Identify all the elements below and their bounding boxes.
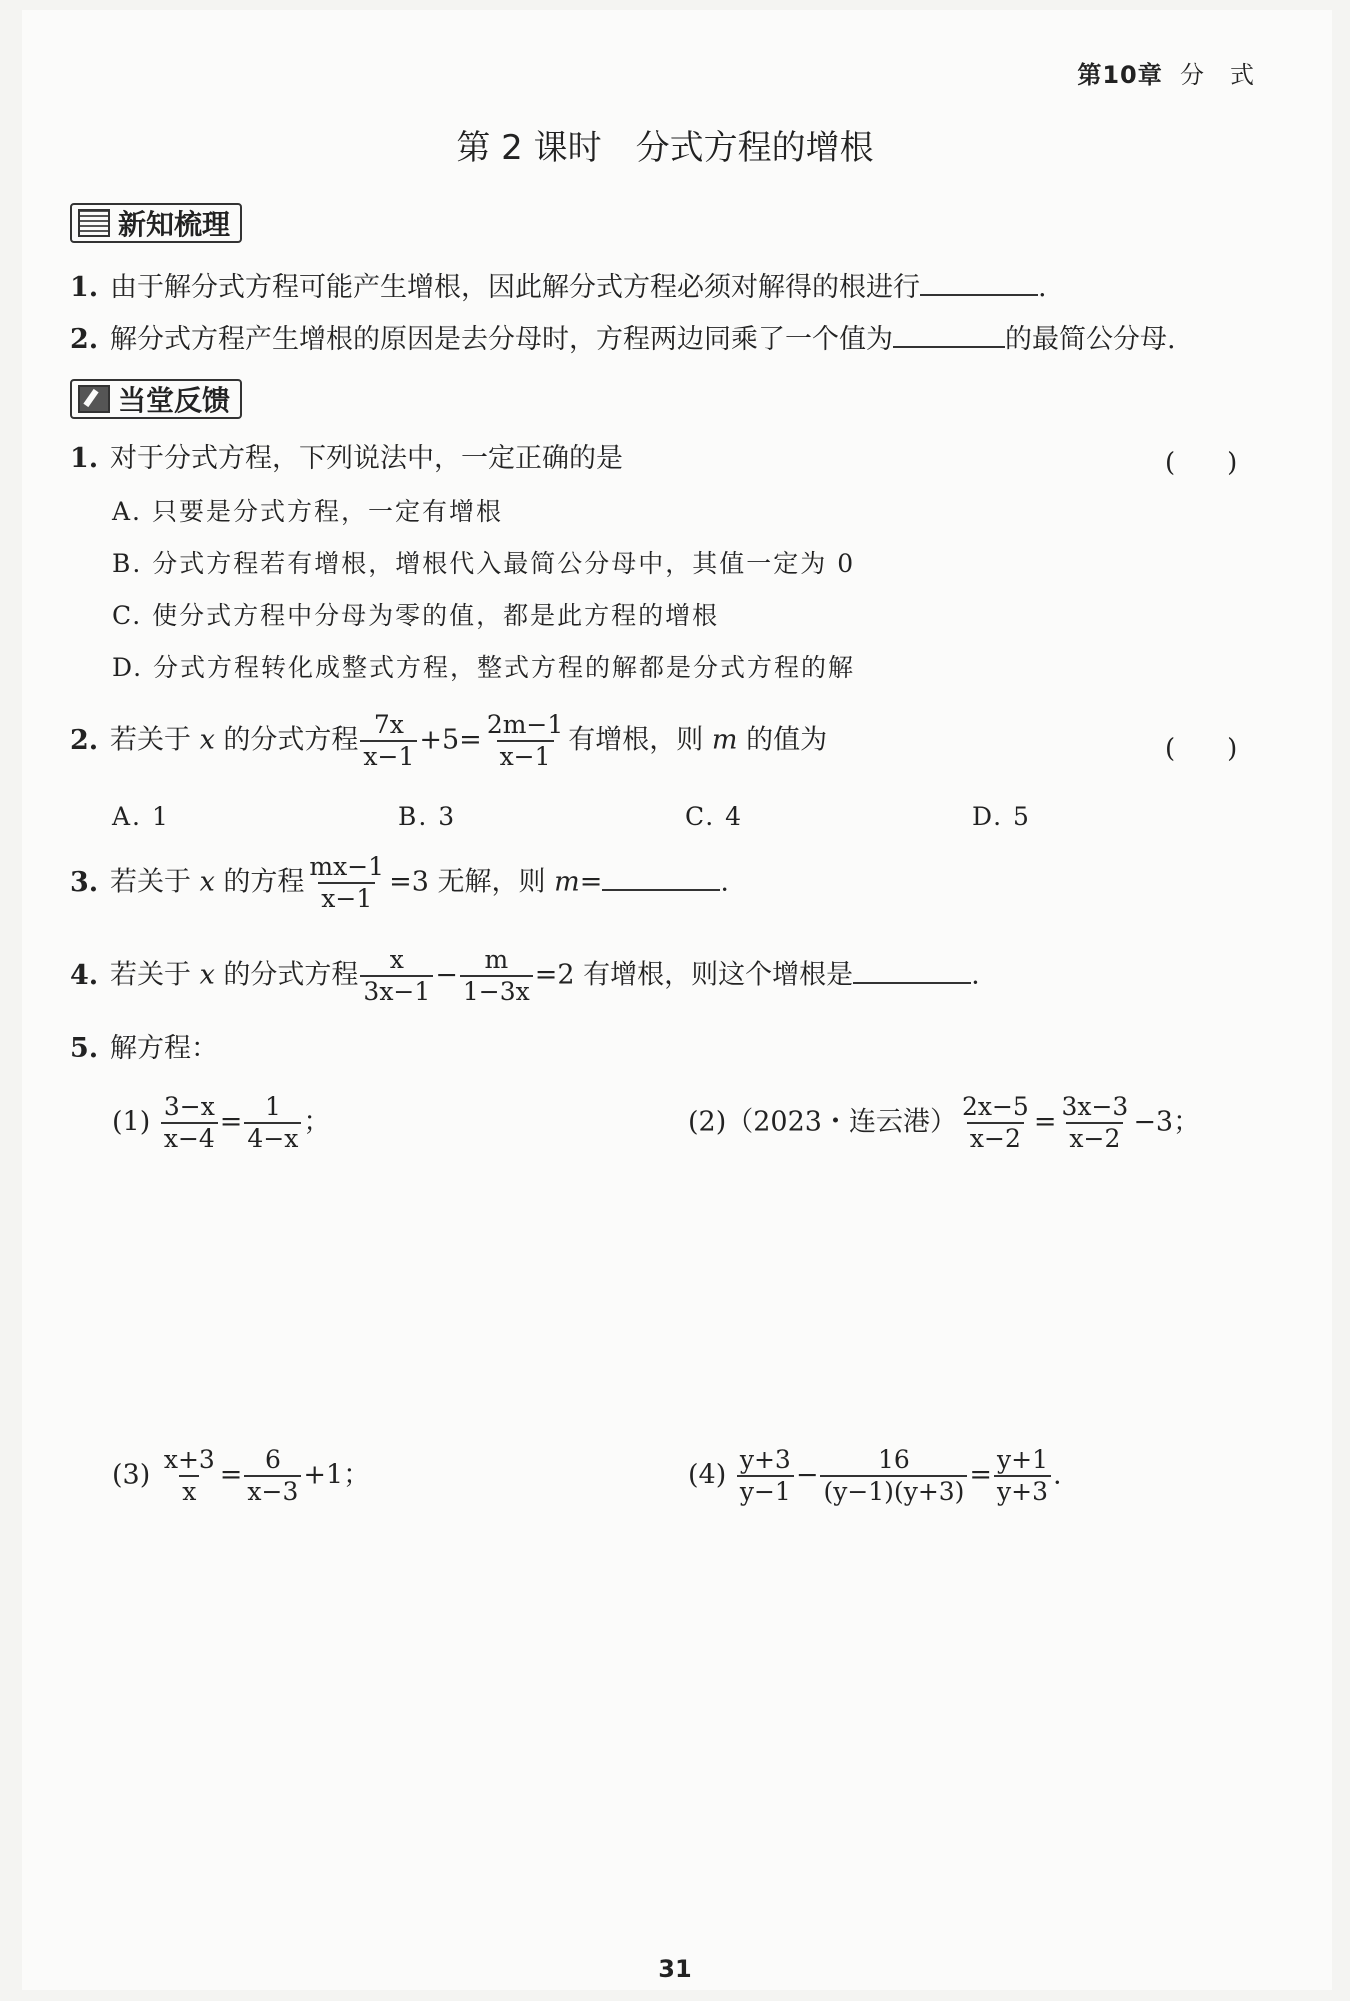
punctuation: . <box>1038 272 1047 303</box>
answer-paren[interactable]: ( ) <box>1165 734 1238 764</box>
fraction: $\frac{x}{3x-1}$ <box>360 945 433 1007</box>
section-new-knowledge <box>70 203 242 243</box>
book-icon <box>78 209 110 237</box>
punctuation: −3； <box>1133 1106 1201 1138</box>
chapter-name: 分 式 <box>1180 61 1255 89</box>
page-number: 31 <box>658 1955 692 1983</box>
variable: m <box>554 866 580 898</box>
answer-blank[interactable] <box>853 956 971 984</box>
knowledge-q2 <box>70 320 1176 357</box>
question-text: =2 有增根，则这个增根是 <box>534 959 854 991</box>
variable: x <box>199 866 215 898</box>
fraction: $\frac{3-x}{x-4}$ <box>161 1092 218 1154</box>
question-number: 2. <box>70 324 99 355</box>
punctuation: . <box>971 959 980 991</box>
chapter-header <box>1077 55 1255 90</box>
question-text: 若关于 <box>110 724 191 756</box>
operator: +5= <box>419 724 482 756</box>
fraction: $\frac{x+3}{x}$ <box>163 1445 215 1506</box>
question-text: 由于解分式方程可能产生增根，因此解分式方程必须对解得的根进行 <box>110 272 920 303</box>
variable: x <box>199 959 215 991</box>
variable: m <box>711 724 738 756</box>
punctuation: ； <box>303 1106 331 1138</box>
operator: − <box>435 959 458 991</box>
question-text: 解方程： <box>110 1033 218 1064</box>
question-number: 1. <box>70 443 99 474</box>
fraction: $\frac{16}{(y-1)(y+3)}$ <box>820 1445 967 1507</box>
answer-blank[interactable] <box>893 320 1005 348</box>
answer-space-2[interactable] <box>112 1510 1272 1910</box>
option-c[interactable]: C. 使分式方程中分母为零的值，都是此方程的增根 <box>112 601 720 630</box>
part-label: (4) <box>688 1459 727 1491</box>
answer-blank[interactable] <box>920 268 1038 296</box>
question-text-end: 的最简公分母. <box>1005 324 1176 355</box>
chapter-label: 第10章 <box>1077 61 1163 89</box>
fraction: $\frac{6}{x-3}$ <box>244 1445 301 1507</box>
option-d[interactable]: D. 分式方程转化成整式方程，整式方程的解都是分式方程的解 <box>112 653 856 682</box>
option-d[interactable]: D. 5 <box>972 802 1031 831</box>
punctuation: . <box>1053 1459 1062 1491</box>
pencil-icon <box>78 385 110 413</box>
feedback-q3 <box>70 852 729 914</box>
operator: − <box>795 1459 819 1491</box>
question-number: 4. <box>70 959 99 991</box>
question-number: 3. <box>70 866 99 898</box>
part-label: (3) <box>112 1459 151 1491</box>
q5-part-2 <box>688 1092 1200 1154</box>
lesson-title: 第 2 课时 分式方程的增根 <box>456 128 874 168</box>
q5-part-4 <box>688 1445 1062 1507</box>
question-text: =3 无解，则 <box>389 866 546 898</box>
question-text: 的分式方程 <box>223 724 359 756</box>
fraction: $\frac{1}{4-x}$ <box>244 1092 301 1154</box>
fraction: $\frac{m}{1-3x}$ <box>460 945 533 1007</box>
feedback-q5 <box>70 1032 218 1066</box>
part-label: (2)（2023・连云港） <box>688 1106 957 1138</box>
fraction: $\frac{7x}{x-1}$ <box>360 710 417 772</box>
fraction: $\frac{2m-1}{x-1}$ <box>486 710 564 771</box>
answer-space-1[interactable] <box>112 1150 1272 1420</box>
question-number: 1. <box>70 272 99 303</box>
feedback-q1 <box>70 442 623 476</box>
question-text: 有增根，则 <box>568 724 704 756</box>
operator: = <box>579 866 603 898</box>
section-new-knowledge-label: 新知梳理 <box>118 208 231 241</box>
question-number: 5. <box>70 1033 99 1064</box>
answer-blank[interactable] <box>602 863 720 891</box>
operator: = <box>969 1459 993 1491</box>
fraction: $\frac{2x-5}{x-2}$ <box>961 1092 1029 1153</box>
fraction: $\frac{3x-3}{x-2}$ <box>1061 1092 1129 1153</box>
section-feedback-label: 当堂反馈 <box>118 384 231 417</box>
operator: = <box>219 1106 243 1138</box>
feedback-q4 <box>70 945 980 1007</box>
answer-paren[interactable]: ( ) <box>1165 448 1238 478</box>
fraction: $\frac{y+1}{y+3}$ <box>994 1445 1051 1507</box>
question-text: 的方程 <box>223 866 305 898</box>
question-text: 若关于 <box>110 866 191 898</box>
question-text: 若关于 <box>110 959 191 991</box>
question-text: 对于分式方程，下列说法中，一定正确的是 <box>110 443 623 474</box>
operator: = <box>1033 1106 1057 1138</box>
fraction: $\frac{mx-1}{x-1}$ <box>309 852 385 913</box>
question-number: 2. <box>70 724 99 756</box>
option-a[interactable]: A. 1 <box>112 802 170 831</box>
option-c[interactable]: C. 4 <box>685 802 744 831</box>
option-b[interactable]: B. 3 <box>398 802 457 831</box>
punctuation: +1； <box>303 1459 371 1491</box>
section-feedback <box>70 379 242 419</box>
option-b[interactable]: B. 分式方程若有增根，增根代入最简公分母中，其值一定为 0 <box>112 549 856 578</box>
knowledge-q1 <box>70 268 1047 305</box>
question-text: 的值为 <box>746 724 828 756</box>
question-text: 解分式方程产生增根的原因是去分母时，方程两边同乘了一个值为 <box>110 324 893 355</box>
variable: x <box>199 724 215 756</box>
option-a[interactable]: A. 只要是分式方程，一定有增根 <box>112 497 503 526</box>
q5-part-3 <box>112 1445 370 1507</box>
q5-part-1 <box>112 1092 330 1154</box>
part-label: (1) <box>112 1106 151 1138</box>
question-text: 的分式方程 <box>223 959 359 991</box>
punctuation: . <box>720 866 729 898</box>
feedback-q2 <box>70 710 827 772</box>
operator: = <box>219 1459 243 1491</box>
fraction: $\frac{y+3}{y-1}$ <box>737 1445 794 1507</box>
